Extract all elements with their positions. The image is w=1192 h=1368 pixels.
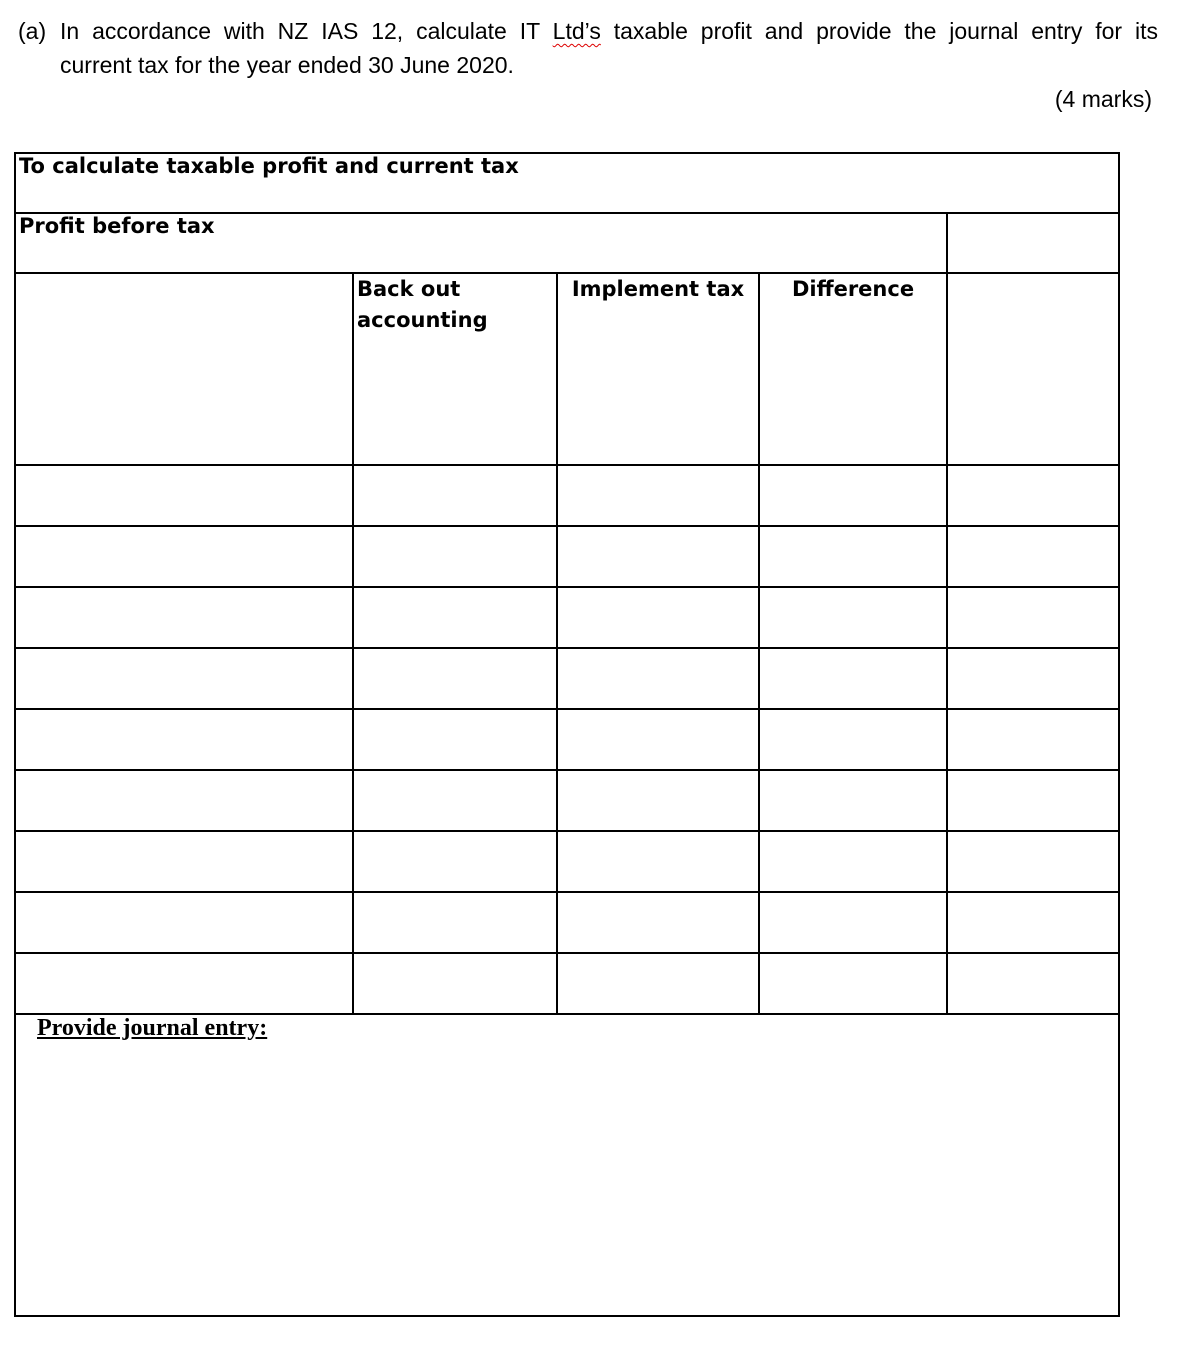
table-row xyxy=(15,709,1119,770)
table-row xyxy=(15,892,1119,953)
header-cell-description xyxy=(15,273,353,465)
description-cell[interactable] xyxy=(15,648,353,709)
profit-before-tax-label: Profit before tax xyxy=(15,213,947,273)
description-cell[interactable] xyxy=(15,892,353,953)
back-out-accounting-cell[interactable] xyxy=(353,587,557,648)
implement-tax-cell[interactable] xyxy=(557,892,759,953)
implement-tax-cell[interactable] xyxy=(557,953,759,1014)
difference-cell[interactable] xyxy=(759,892,947,953)
table-title-row xyxy=(15,153,1119,213)
description-cell[interactable] xyxy=(15,953,353,1014)
total-cell[interactable] xyxy=(947,953,1119,1014)
implement-tax-cell[interactable] xyxy=(557,587,759,648)
table-title: To calculate taxable profit and current tax xyxy=(15,153,1119,213)
total-cell[interactable] xyxy=(947,648,1119,709)
total-cell[interactable] xyxy=(947,770,1119,831)
description-cell[interactable] xyxy=(15,587,353,648)
difference-cell[interactable] xyxy=(759,587,947,648)
total-cell[interactable] xyxy=(947,709,1119,770)
difference-cell[interactable] xyxy=(759,465,947,526)
back-out-accounting-cell[interactable] xyxy=(353,831,557,892)
difference-cell[interactable] xyxy=(759,770,947,831)
implement-tax-cell[interactable] xyxy=(557,709,759,770)
back-out-accounting-cell[interactable] xyxy=(353,465,557,526)
question-line-2: current tax for the year ended 30 June 2020. xyxy=(60,52,514,78)
question-text xyxy=(18,14,1158,82)
description-cell[interactable] xyxy=(15,831,353,892)
profit-before-tax-row xyxy=(15,213,1119,273)
total-cell[interactable] xyxy=(947,892,1119,953)
header-cell-total xyxy=(947,273,1119,465)
table-row xyxy=(15,587,1119,648)
question-line-1 xyxy=(18,14,1158,48)
total-cell[interactable] xyxy=(947,465,1119,526)
back-out-accounting-cell[interactable] xyxy=(353,892,557,953)
taxable-profit-table xyxy=(14,152,1120,1317)
back-out-accounting-cell[interactable] xyxy=(353,709,557,770)
description-cell[interactable] xyxy=(15,709,353,770)
total-cell[interactable] xyxy=(947,526,1119,587)
implement-tax-cell[interactable] xyxy=(557,526,759,587)
implement-tax-cell[interactable] xyxy=(557,770,759,831)
implement-tax-cell[interactable] xyxy=(557,648,759,709)
marks-label: (4 marks) xyxy=(1054,86,1152,112)
question-text-part: In accordance with NZ IAS 12, calculate IT xyxy=(60,18,553,44)
back-out-accounting-cell[interactable] xyxy=(353,648,557,709)
question-text-part: taxable profit and provide the journal entry for its xyxy=(600,18,1158,44)
back-out-accounting-cell[interactable] xyxy=(353,526,557,587)
table-row xyxy=(15,526,1119,587)
header-difference: Difference xyxy=(759,273,947,465)
description-cell[interactable] xyxy=(15,465,353,526)
journal-entry-area[interactable] xyxy=(15,1014,1119,1316)
difference-cell[interactable] xyxy=(759,831,947,892)
spellcheck-flagged-word: Ltd’s xyxy=(552,18,601,44)
journal-entry-row xyxy=(15,1014,1119,1316)
back-out-accounting-cell[interactable] xyxy=(353,770,557,831)
description-cell[interactable] xyxy=(15,770,353,831)
table-row xyxy=(15,465,1119,526)
implement-tax-cell[interactable] xyxy=(557,465,759,526)
total-cell[interactable] xyxy=(947,587,1119,648)
header-back-out-accounting: Back out accounting xyxy=(353,273,557,465)
table-row xyxy=(15,770,1119,831)
profit-before-tax-value-cell[interactable] xyxy=(947,213,1119,273)
back-out-accounting-cell[interactable] xyxy=(353,953,557,1014)
table-row xyxy=(15,953,1119,1014)
difference-cell[interactable] xyxy=(759,526,947,587)
question-text-line-1 xyxy=(60,14,1158,48)
table-row xyxy=(15,831,1119,892)
difference-cell[interactable] xyxy=(759,953,947,1014)
implement-tax-cell[interactable] xyxy=(557,831,759,892)
table-row xyxy=(15,648,1119,709)
journal-entry-label: Provide journal entry: xyxy=(37,1015,268,1041)
total-cell[interactable] xyxy=(947,831,1119,892)
column-header-row xyxy=(15,273,1119,465)
question-label: (a) xyxy=(18,18,47,44)
difference-cell[interactable] xyxy=(759,648,947,709)
description-cell[interactable] xyxy=(15,526,353,587)
header-implement-tax: Implement tax xyxy=(557,273,759,465)
difference-cell[interactable] xyxy=(759,709,947,770)
